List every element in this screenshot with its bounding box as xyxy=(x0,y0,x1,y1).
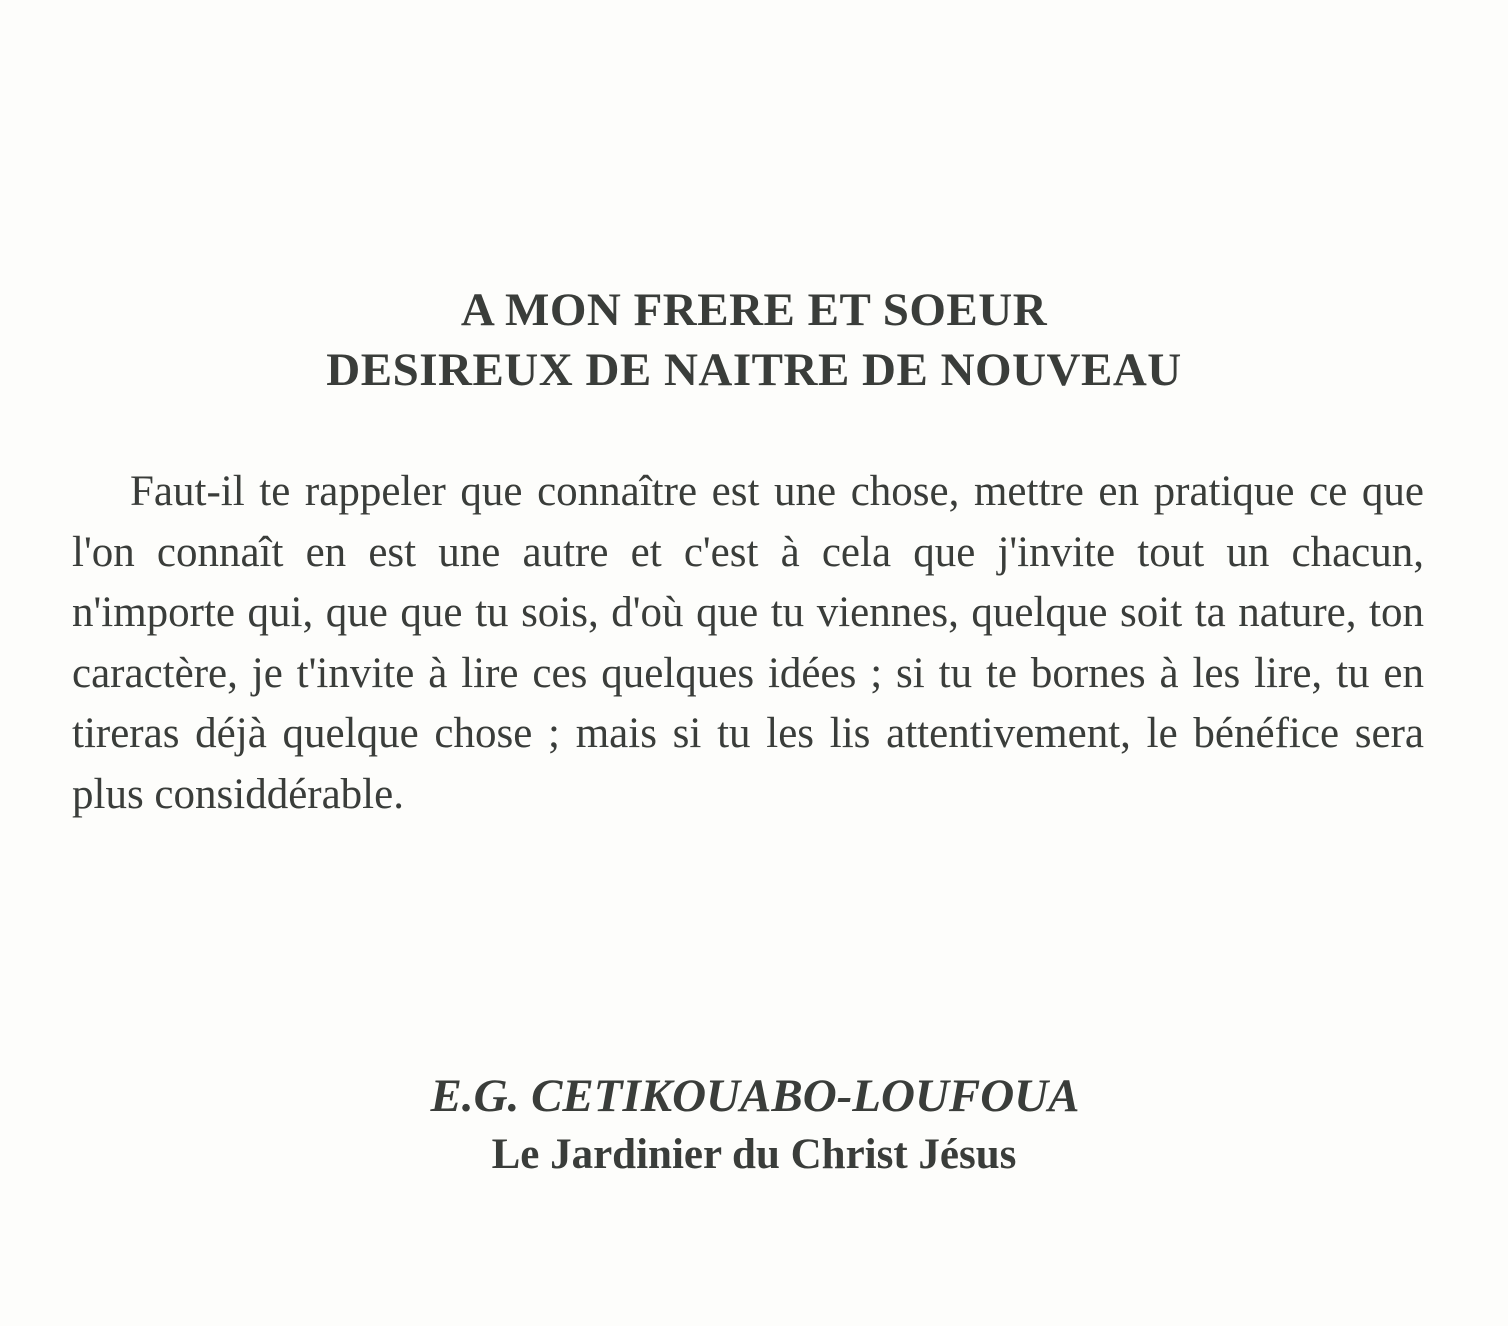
heading-line-1: A MON FRERE ET SOEUR xyxy=(460,284,1048,336)
heading-line-2: DESIREUX DE NAITRE DE NOUVEAU xyxy=(326,344,1182,396)
dedication-paragraph: Faut-il te rappeler que connaître est une chose, mettre en pratique ce que l'on connaît en est une autre et c'est à cela que j'invite tout un chacun, n'importe qui, que que tu sois, d'où que tu viennes, quelque soit ta nature, ton caractère, je t'invite à lire ces quelques idées ; si tu te bornes à les lire, tu en tireras déjà quelque chose ; mais si tu les lis attentivement, le bénéfice sera plus considdérable. xyxy=(72,468,1424,818)
author-role: Le Jardinier du Christ Jésus xyxy=(491,1131,1017,1178)
author-name: E.G. CETIKOUABO-LOUFOUA xyxy=(430,1070,1080,1122)
signature-block xyxy=(0,1065,1508,1183)
dedication-heading xyxy=(0,280,1508,400)
